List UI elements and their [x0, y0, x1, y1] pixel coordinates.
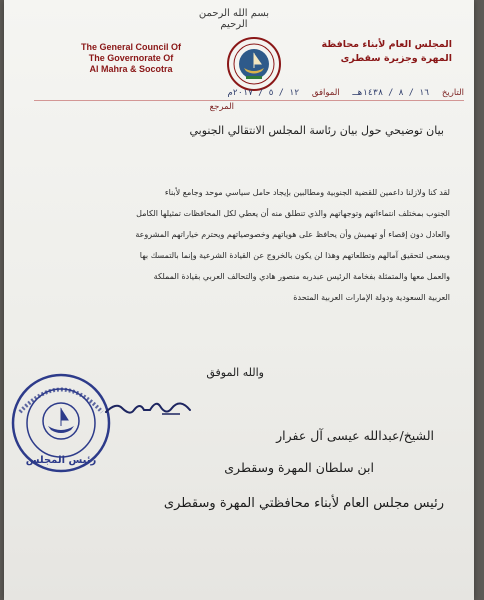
agreed-label: الموافق	[311, 88, 340, 98]
body-line: والعادل دون إقصاء أو تهميش وأن يحافظ على هوياتهم وخصوصياتهم ويحترم خياراتهم المشروعة	[135, 230, 450, 239]
body-line: الجنوب بمختلف انتماءاتهم وتوجهاتهم والذي تنطلق منه أن يعطي لكل المحافظات تمثيلها الكامل	[136, 209, 450, 218]
body-line: لقد كنا ولازلنا داعمين للقضية الجنوبية ومطالبين بإيجاد حامل سياسي موحد وجامع لأبناء	[164, 188, 450, 197]
header-english-line: The General Council Of	[80, 42, 181, 52]
body-line: والعمل معها والمتمثلة بفخامة الرئيس عبدربه منصور هادي والتحالف العربي بقيادة المملكة	[153, 272, 450, 281]
council-emblem-icon	[226, 36, 282, 92]
header-arabic-line: المهرة وجزيرة سقطرى	[340, 53, 452, 64]
reference-label: المرجع	[209, 102, 234, 112]
header-english-line: Al Mahra & Socotra	[89, 64, 173, 74]
bismillah-calligraphy: بسم الله الرحمن الرحيم	[198, 8, 270, 30]
closing-phrase: والله الموفق	[206, 366, 264, 379]
date-label: التاريخ	[441, 88, 464, 98]
letter-page	[4, 0, 474, 600]
body-line: ويسعى لتحقيق آمالهم وتطلعاتهم وهذا لن يكون بالخروج عن القيادة الشرعية وإنما بالتمسك بها	[139, 251, 450, 260]
agreed-value: ١٢ / ٥ / ٢٠١٧م	[227, 88, 300, 98]
header-arabic	[282, 38, 452, 66]
header-english	[56, 42, 206, 75]
letter-body	[20, 182, 450, 308]
official-seal-icon	[10, 372, 112, 474]
handwritten-signature	[100, 392, 196, 422]
letter-subject: بيان توضيحي حول بيان رئاسة المجلس الانتقالي الجنوبي	[189, 124, 444, 137]
signatory-name: الشيخ/عبدالله عيسى آل عفرار	[276, 428, 434, 443]
header-arabic-line: المجلس العام لأبناء محافظة	[321, 39, 452, 50]
signatory-title-1: ابن سلطان المهرة وسقطرى	[224, 460, 374, 475]
signatory-title-2: رئيس مجلس العام لأبناء محافظتي المهرة وسقطرى	[163, 496, 444, 511]
date-value: ١٦ / ٨ / ١٤٣٨هـ	[352, 88, 430, 98]
body-line: العربية السعودية ودولة الإمارات العربية المتحدة	[293, 293, 450, 302]
stamp-label: رئيس المجلس	[25, 455, 97, 466]
header-divider	[34, 100, 464, 101]
header-english-line: The Governorate Of	[88, 53, 174, 63]
